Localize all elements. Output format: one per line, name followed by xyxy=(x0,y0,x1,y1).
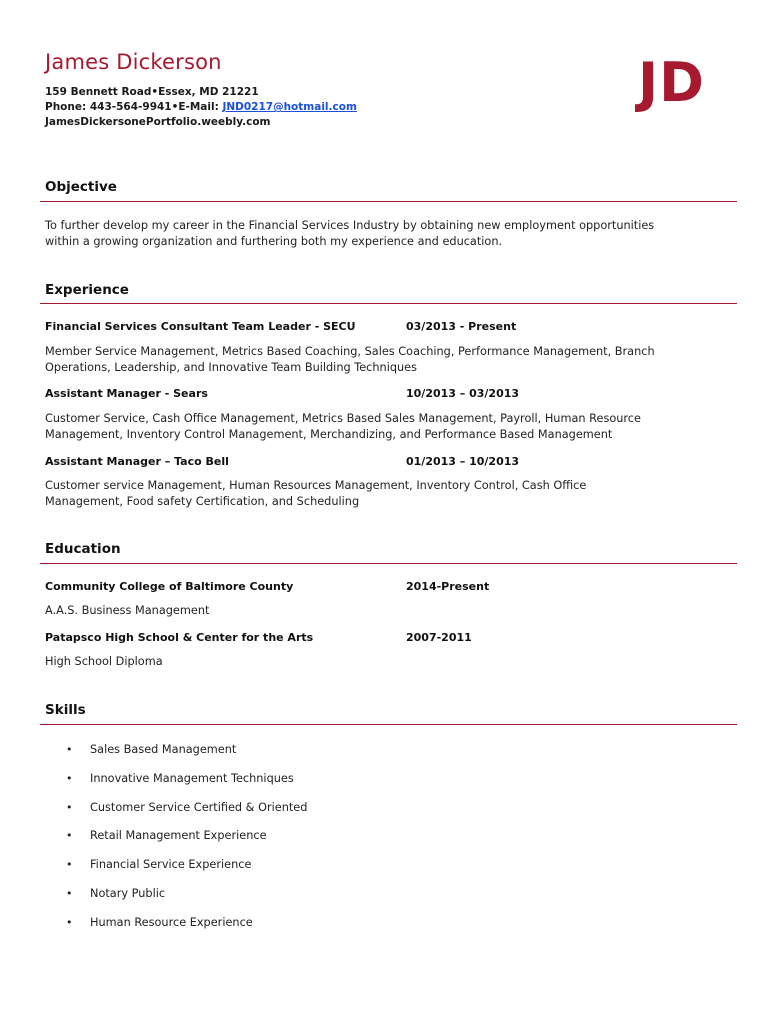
job-description: Customer service Management, Human Resources Management, Inventory Control, Cash Office Management, Food safety Certification, and Scheduling xyxy=(45,479,587,508)
bullet-icon: • xyxy=(66,771,73,785)
objective-divider xyxy=(40,201,737,202)
skills-list xyxy=(60,740,307,942)
bullet-icon: • xyxy=(66,743,73,756)
bullet-icon: • xyxy=(66,915,73,929)
email-link[interactable]: JND0217@hotmail.com xyxy=(222,101,357,113)
phone-email-line xyxy=(45,100,357,115)
job-dates: 01/2013 – 10/2013 xyxy=(406,455,520,468)
phone: Phone: 443-564-9941•E-Mail: xyxy=(45,101,223,113)
list-item: • Financial Service Experience xyxy=(60,855,307,884)
school-name: Patapsco High School & Center for the Arts xyxy=(45,631,314,644)
bullet-icon: • xyxy=(66,858,73,872)
job-dates: 10/2013 – 03/2013 xyxy=(406,387,520,400)
education-divider xyxy=(40,563,737,564)
bullet-icon: • xyxy=(66,886,73,900)
objective-heading: Objective xyxy=(45,179,117,195)
contact-block xyxy=(45,85,357,130)
list-item: • Sales Based Management xyxy=(60,740,307,769)
list-item: • Innovative Management Techniques xyxy=(60,769,307,798)
job-dates: 03/2013 - Present xyxy=(406,320,517,333)
degree: A.A.S. Business Management xyxy=(45,604,210,617)
bullet-icon: • xyxy=(66,829,73,843)
list-item: • Retail Management Experience xyxy=(60,826,307,855)
experience-heading: Experience xyxy=(45,282,129,298)
address: 159 Bennett Road•Essex, MD 21221 xyxy=(45,86,259,98)
list-item: • Notary Public xyxy=(60,884,307,913)
school-dates: 2007-2011 xyxy=(406,631,472,644)
job-title: Financial Services Consultant Team Leader - SECU xyxy=(45,320,356,333)
monogram: JD xyxy=(638,51,705,114)
skills-heading: Skills xyxy=(45,702,86,718)
job-title: Assistant Manager – Taco Bell xyxy=(45,455,229,468)
degree: High School Diploma xyxy=(45,655,163,668)
experience-divider xyxy=(40,303,737,304)
job-title: Assistant Manager - Sears xyxy=(45,387,208,400)
education-heading: Education xyxy=(45,541,121,557)
website: JamesDickersonePortfolio.weebly.com xyxy=(45,116,271,128)
candidate-name: James Dickerson xyxy=(45,50,222,74)
list-item: • Customer Service Certified & Oriented xyxy=(60,798,307,827)
list-item: • Human Resource Experience xyxy=(60,913,307,942)
school-name: Community College of Baltimore County xyxy=(45,580,294,593)
school-dates: 2014-Present xyxy=(406,580,490,593)
job-description: Member Service Management, Metrics Based Coaching, Sales Coaching, Performance Management, Branch Operations, Leadership, and Innovative Team Building Techniques xyxy=(45,345,655,374)
bullet-icon: • xyxy=(66,800,73,814)
skills-divider xyxy=(40,724,737,725)
job-description: Customer Service, Cash Office Management, Metrics Based Sales Management, Payroll, Human Resource Management, Inventory Control Management, Merchandizing, and Performance Based Management xyxy=(45,412,641,441)
objective-text: To further develop my career in the Financial Services Industry by obtaining new employment opportunities within a growing organization and furthering both my experience and education. xyxy=(45,219,655,248)
